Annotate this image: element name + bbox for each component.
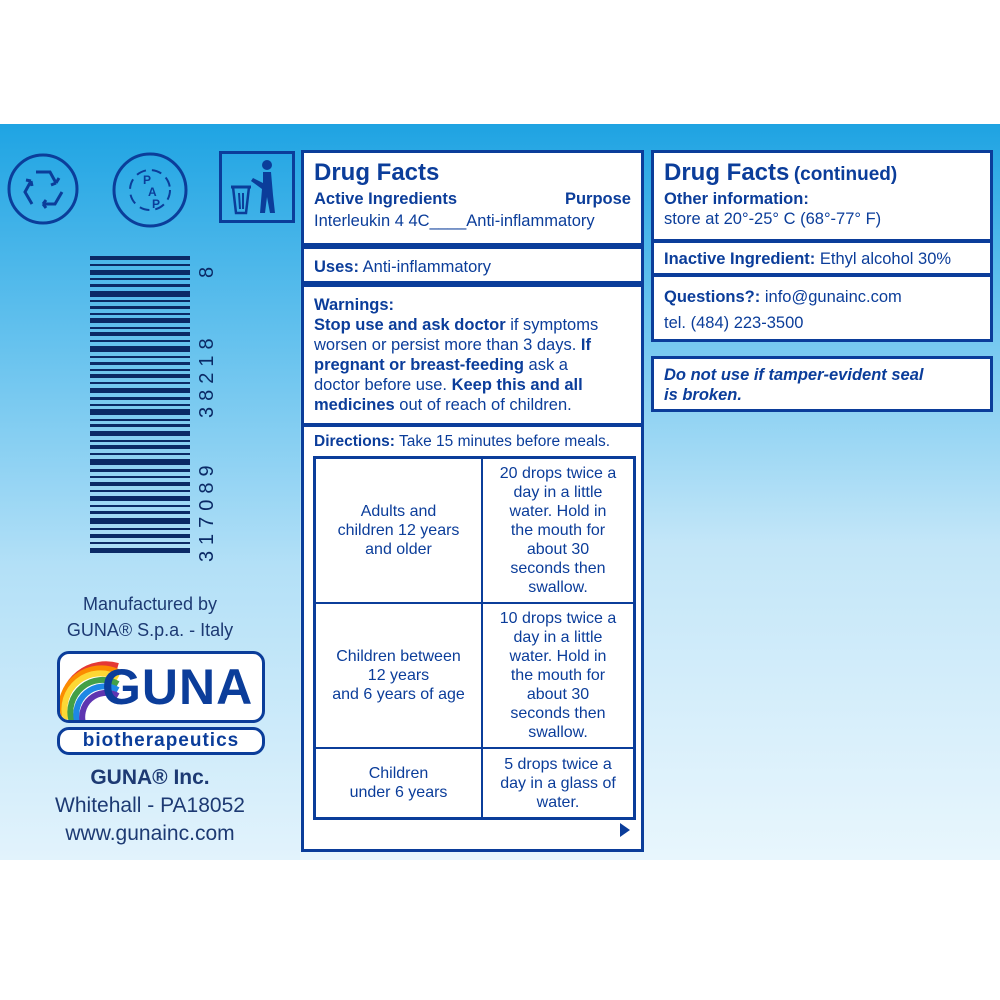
dosage-amount-line: swallow. — [528, 724, 588, 741]
dosage-amount-line: day in a glass of — [500, 774, 616, 792]
dosage-amount-line: water. Hold in — [509, 648, 607, 665]
barcode — [90, 256, 190, 561]
warning-line4: doctor before use. — [314, 376, 447, 394]
dosage-amount-line: seconds then — [510, 560, 606, 577]
dosage-amount-line: the mouth for — [510, 522, 606, 539]
seal-warning-line2: is broken. — [664, 386, 742, 404]
dosage-amount-line: 10 drops twice a — [499, 610, 617, 627]
directions-table — [313, 456, 636, 820]
warnings-panel — [301, 284, 644, 426]
seal-warning-line1: Do not use if tamper-evident seal — [664, 366, 924, 384]
svg-text:P: P — [152, 197, 161, 211]
dosage-amount-line: 5 drops twice a — [504, 755, 612, 773]
purpose-label: Purpose — [564, 190, 631, 208]
warning-pregnant: pregnant or breast-feeding — [314, 356, 524, 374]
warning-keep: Keep this and all — [447, 376, 583, 394]
barcode-digit-first: 3 — [196, 544, 218, 562]
drug-facts-header-panel — [301, 150, 644, 246]
warning-line1-rest: if symptoms — [505, 316, 599, 334]
warning-stop-use: Stop use and ask doctor — [314, 316, 506, 334]
questions-tel[interactable]: tel. (484) 223-3500 — [664, 314, 804, 332]
barcode-digits-group2: 38218 — [196, 332, 218, 418]
pap-recycling-icon — [110, 150, 190, 235]
warnings-label: Warnings: — [314, 296, 395, 314]
dosage-amount-adults — [482, 458, 634, 603]
questions-panel — [651, 274, 993, 342]
company-address: Whitehall - PA18052 — [55, 794, 245, 817]
dosage-group-line: Children between — [336, 648, 461, 665]
dosage-amount-under-6-text — [500, 755, 616, 812]
company-website: www.gunainc.com — [65, 822, 235, 845]
dosage-amount-line: the mouth for — [510, 667, 606, 684]
recycle-icon — [6, 152, 80, 231]
svg-text:A: A — [148, 185, 157, 199]
dosage-group-children-6-12-text — [332, 647, 465, 704]
company-name: GUNA® Inc. — [90, 766, 210, 789]
manufacturer-origin: GUNA® S.p.a. - Italy — [66, 620, 234, 640]
dosage-group-line: Children — [368, 765, 429, 782]
dosage-amount-line: day in a little — [513, 629, 603, 646]
dosage-group-under-6-text — [350, 764, 448, 802]
barcode-digits-group1: 17089 — [196, 459, 218, 545]
barcode-digit-last: 8 — [196, 260, 218, 278]
dosage-group-line: under 6 years — [349, 784, 448, 801]
questions-label: Questions?: — [664, 288, 761, 306]
dosage-group-line: children 12 years — [337, 522, 460, 539]
dosage-amount-children-6-12-text — [500, 609, 617, 742]
warning-line2-bold: If — [576, 336, 591, 354]
directions-panel — [301, 424, 644, 852]
play-arrow-icon[interactable] — [619, 822, 631, 843]
other-info-label: Other information: — [664, 190, 809, 208]
active-ingredients-label: Active Ingredients — [314, 190, 458, 208]
inactive-text: Ethyl alcohol 30% — [819, 250, 952, 268]
inactive-label: Inactive Ingredient: — [664, 250, 816, 268]
dosage-amount-line: about 30 — [526, 541, 590, 558]
tidyman-icon — [219, 151, 295, 228]
drug-facts-continued-title: Drug Facts — [664, 159, 790, 186]
directions-text: Take 15 minutes before meals. — [399, 433, 611, 450]
drug-facts-continued-suffix: (continued) — [793, 164, 898, 185]
guna-logo-text: GUNA — [102, 659, 254, 715]
manufactured-by: Manufactured by — [82, 594, 218, 614]
dosage-group-adults-text — [338, 502, 460, 559]
dosage-amount-under-6 — [482, 748, 634, 818]
dosage-group-line: 12 years — [367, 667, 430, 684]
uses-label: Uses: — [314, 258, 359, 276]
warning-line3-rest: ask a — [523, 356, 568, 374]
dosage-amount-line: water. Hold in — [509, 503, 607, 520]
dosage-group-children-6-12 — [315, 603, 482, 748]
dosage-group-line: and older — [365, 541, 432, 558]
other-info-text: store at 20°-25° C (68°-77° F) — [664, 210, 882, 228]
biotherapeutics-badge: biotherapeutics — [57, 727, 265, 755]
dosage-amount-adults-text — [500, 464, 617, 597]
dosage-amount-line: 20 drops twice a — [499, 465, 617, 482]
dosage-amount-children-6-12 — [482, 603, 634, 748]
dosage-group-under-6 — [315, 748, 482, 818]
dosage-amount-line: day in a little — [513, 484, 603, 501]
warning-line2: worsen or persist more than 3 days. — [314, 336, 577, 354]
dosage-group-adults — [315, 458, 482, 603]
uses-text: Anti-inflammatory — [362, 258, 492, 276]
warning-medicines: medicines — [314, 396, 395, 414]
dosage-group-line: Adults and — [360, 503, 437, 520]
seal-warning-panel — [651, 356, 993, 412]
dosage-group-line: and 6 years of age — [332, 686, 465, 703]
dosage-amount-line: swallow. — [528, 579, 588, 596]
drug-facts-title: Drug Facts — [314, 159, 440, 186]
directions-label: Directions: — [314, 433, 395, 450]
drug-facts-continued-panel — [651, 150, 993, 242]
dosage-amount-line: water. — [536, 793, 580, 811]
uses-panel — [301, 246, 644, 284]
inactive-ingredient-panel — [651, 240, 993, 276]
warning-line5-rest: out of reach of children. — [394, 396, 572, 414]
dosage-amount-line: about 30 — [526, 686, 590, 703]
guna-logo — [57, 651, 265, 723]
questions-email[interactable]: info@gunainc.com — [764, 288, 902, 306]
ingredient-line: Interleukin 4 4C____Anti-inflammatory — [314, 212, 595, 230]
svg-text:P: P — [143, 173, 152, 187]
dosage-amount-line: seconds then — [510, 705, 606, 722]
